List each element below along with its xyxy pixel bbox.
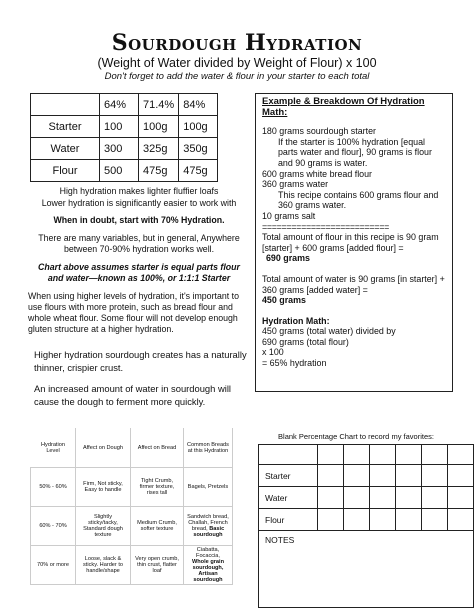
blank-percentage-chart <box>258 444 474 608</box>
table-header-cell: Hydration Level <box>31 429 76 468</box>
row-label: Water <box>31 138 100 160</box>
total-flour-value: 690 grams <box>266 253 310 264</box>
example-line: Total amount of water is 90 grams [in starter] + 360 grams [added water] = <box>262 273 445 295</box>
table-cell[interactable] <box>396 465 422 487</box>
table-cell[interactable] <box>318 465 344 487</box>
math-heading: Hydration Math: <box>262 315 330 326</box>
math-line: 690 grams (total flour) <box>262 336 349 347</box>
table-cell <box>184 546 233 585</box>
table-cell[interactable] <box>422 465 448 487</box>
example-line: 360 grams water <box>262 179 329 190</box>
table-cell: Tight Crumb, firmer texture, rises tall <box>131 468 184 507</box>
blank-header-row <box>259 445 474 465</box>
example-line: This recipe contains 600 grams flour and 360 grams water. <box>278 189 439 211</box>
table-cell[interactable] <box>396 445 422 465</box>
effects-header-row <box>31 429 233 468</box>
table-header-cell: 84% <box>179 94 218 116</box>
table-cell[interactable] <box>396 509 422 531</box>
table-cell[interactable] <box>344 509 370 531</box>
table-row <box>31 160 218 182</box>
table-cell: 325g <box>139 138 179 160</box>
table-cell: Very open crumb, thin crust, flatter loaf <box>131 546 184 585</box>
tip-range: There are many variables, but in general, Anywhere between 70-90% hydration works well. <box>38 233 240 254</box>
table-header-cell: 64% <box>100 94 139 116</box>
table-cell: Slightly sticky/tacky, Standard dough texture <box>76 507 131 546</box>
example-divider: ========================== <box>262 221 389 232</box>
crust-paragraph: Higher hydration sourdough creates has a naturally thinner, crispier crust. <box>34 349 247 373</box>
table-header-cell: Common Breads at this Hydration <box>184 429 233 468</box>
ferment-paragraph: An increased amount of water in sourdough will cause the dough to ferment more quickly. <box>34 383 231 407</box>
table-cell[interactable] <box>318 445 344 465</box>
table-row <box>31 468 233 507</box>
table-cell <box>31 94 100 116</box>
table-row <box>31 507 233 546</box>
notes-label: NOTES <box>265 535 295 545</box>
table-cell[interactable] <box>370 465 396 487</box>
table-cell[interactable] <box>448 465 474 487</box>
table-cell: 70% or more <box>31 546 76 585</box>
tip-starter-assumption: Chart above assumes starter is equal parts flour and water—known as 100%, or 1:1:1 Starter <box>38 262 240 283</box>
math-line: 450 grams (total water) divided by <box>262 326 396 337</box>
example-line: Total amount of flour in this recipe is 90 gram [starter] + 600 grams [added flour] = <box>262 232 439 253</box>
table-cell[interactable] <box>344 487 370 509</box>
table-cell[interactable] <box>318 487 344 509</box>
row-label: Flour <box>259 509 318 531</box>
hydration-table <box>30 93 218 182</box>
table-row <box>31 546 233 585</box>
table-cell[interactable] <box>318 509 344 531</box>
example-box <box>255 93 453 392</box>
breads-bold-text: Whole grain sourdough, Artisan sourdough <box>191 559 224 583</box>
breads-text: Sandwich bread, Challah, French bread, <box>187 514 229 532</box>
table-cell: 100g <box>179 116 218 138</box>
formula-note: Don't forget to add the water & flour in your starter to each total <box>104 71 370 82</box>
table-cell[interactable] <box>370 509 396 531</box>
table-row <box>31 116 218 138</box>
row-label: Flour <box>31 160 100 182</box>
tip-protein-flour: When using higher levels of hydration, it's important to use flours with more protein, such as bread flour and whole wheat flour. Some flour will not develop enough gluten structure at a higher hydration. <box>28 291 239 334</box>
example-line: If the starter is 100% hydration [equal parts water and flour], 90 grams is flour and 90 grams is water. <box>278 136 432 168</box>
breads-bold-text: Basic sourdough <box>193 526 225 538</box>
table-cell[interactable] <box>370 445 396 465</box>
row-label: Starter <box>259 465 318 487</box>
row-label: Starter <box>31 116 100 138</box>
example-line: 180 grams sourdough starter <box>262 126 376 137</box>
table-cell: Loose, slack & sticky. Harder to handle/shape <box>76 546 131 585</box>
table-cell <box>184 507 233 546</box>
table-cell[interactable] <box>396 487 422 509</box>
table-cell: 60% - 70% <box>31 507 76 546</box>
table-cell: 475g <box>139 160 179 182</box>
table-header-cell: Affect on Bread <box>131 429 184 468</box>
table-cell[interactable] <box>422 445 448 465</box>
hydration-header-row <box>31 94 218 116</box>
table-cell[interactable] <box>370 487 396 509</box>
hydration-effects-table <box>30 428 233 585</box>
table-cell <box>259 445 318 465</box>
math-line: x 100 <box>262 347 284 358</box>
example-line: 10 grams salt <box>262 210 316 221</box>
notes-row <box>259 531 474 608</box>
table-cell: 50% - 60% <box>31 468 76 507</box>
table-cell[interactable] <box>448 487 474 509</box>
math-result: = 65% hydration <box>262 358 327 369</box>
table-cell[interactable] <box>422 509 448 531</box>
table-cell: Medium Crumb, softer texture <box>131 507 184 546</box>
breads-text: Ciabatta, Focaccia, <box>196 547 220 559</box>
table-cell: 300 <box>100 138 139 160</box>
example-heading: Example & Breakdown Of Hydration Math: <box>262 96 425 118</box>
table-cell[interactable] <box>448 509 474 531</box>
table-cell: 475g <box>179 160 218 182</box>
table-cell: 500 <box>100 160 139 182</box>
page-title: Sourdough Hydration <box>111 30 363 56</box>
table-header-cell: 71.4% <box>139 94 179 116</box>
table-row <box>259 487 474 509</box>
table-cell[interactable] <box>422 487 448 509</box>
tip-low-hydration: Lower hydration is significantly easier to work with <box>41 198 237 208</box>
table-cell[interactable] <box>344 445 370 465</box>
total-water-value: 450 grams <box>262 295 306 306</box>
table-cell <box>184 468 233 507</box>
blank-chart-caption: Blank Percentage Chart to record my favorites: <box>278 432 434 441</box>
notes-area[interactable] <box>259 531 474 608</box>
tip-high-hydration: High hydration makes lighter fluffier loafs <box>59 186 219 196</box>
table-row <box>259 509 474 531</box>
table-row <box>259 465 474 487</box>
table-cell: Firm, Not sticky, Easy to handle <box>76 468 131 507</box>
table-cell: 100g <box>139 116 179 138</box>
table-cell[interactable] <box>344 465 370 487</box>
example-line: 600 grams white bread flour <box>262 168 373 179</box>
table-header-cell: Affect on Dough <box>76 429 131 468</box>
formula-subtitle: (Weight of Water divided by Weight of Flour) x 100 <box>97 56 377 70</box>
table-cell[interactable] <box>448 445 474 465</box>
row-label: Water <box>259 487 318 509</box>
table-cell: 100 <box>100 116 139 138</box>
tip-start-70: When in doubt, start with 70% Hydration. <box>53 215 225 225</box>
breads-text: Bagels, Pretzels <box>187 484 229 490</box>
table-cell: 350g <box>179 138 218 160</box>
table-row <box>31 138 218 160</box>
